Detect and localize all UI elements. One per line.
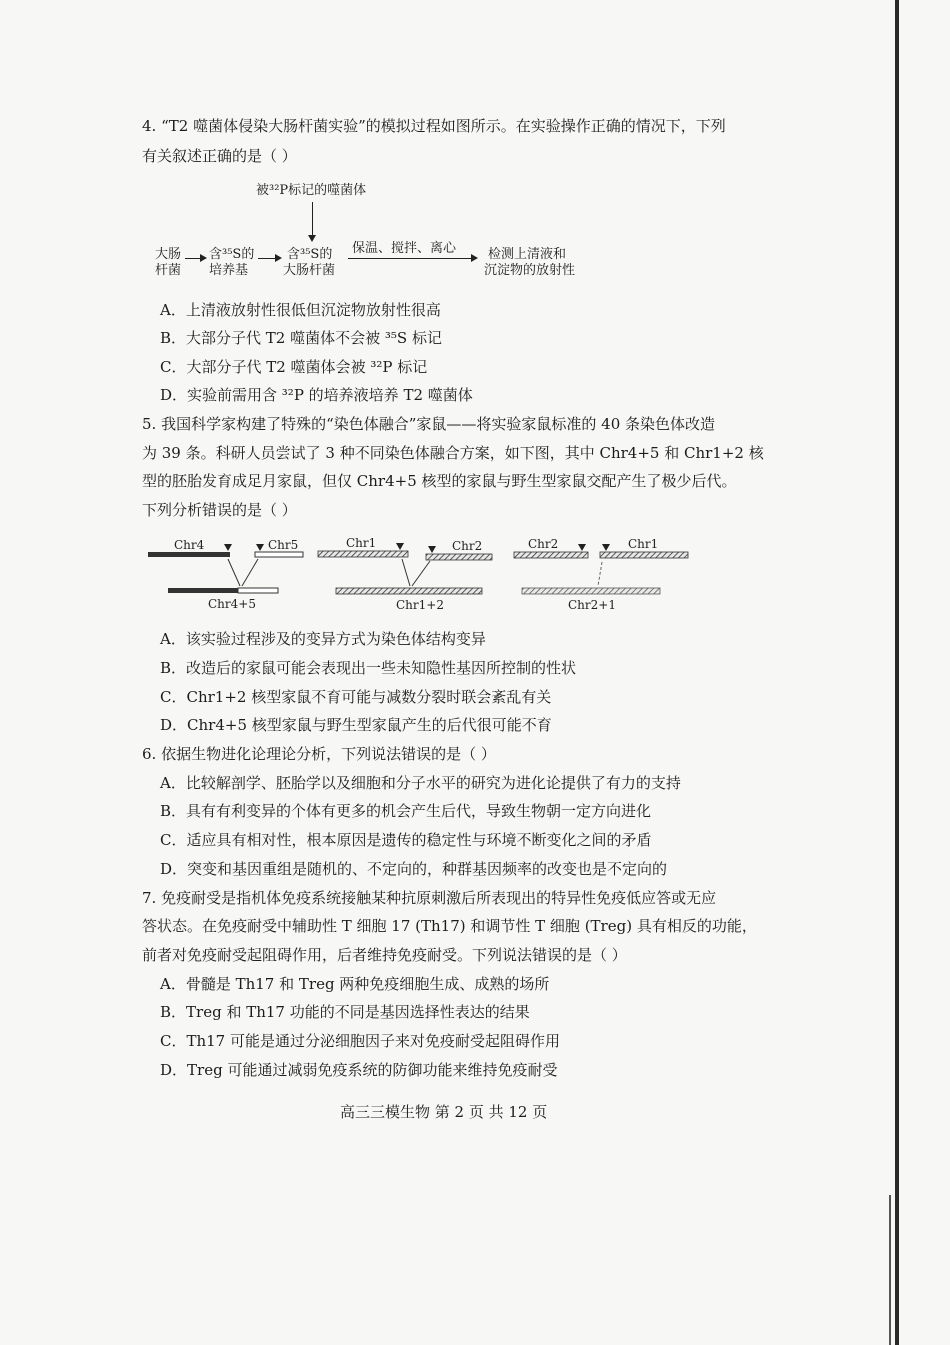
q5-stem-line3: 型的胚胎发育成足月家鼠，但仅 Chr4+5 核型的家鼠与野生型家鼠交配产生了极少后代。 [142, 472, 737, 490]
q5-stem-line1: 5. 我国科学家构建了特殊的“染色体融合”家鼠——将实验家鼠标准的 40 条染色体改造 [142, 415, 716, 433]
right-arrow-icon [258, 258, 280, 259]
g2-fused-label: Chr1+2 [396, 598, 444, 612]
q4-option-d: D．实验前需用含 ³²P 的培养液培养 T2 噬菌体 [160, 386, 473, 404]
q7-stem-line3: 前者对免疫耐受起阻碍作用，后者维持免疫耐受。下列说法错误的是（ ） [142, 946, 627, 964]
g2-right-label: Chr2 [452, 539, 483, 553]
q5-stem-line2: 为 39 条。科研人员尝试了 3 种不同染色体融合方案，如下图，其中 Chr4+5 和 Chr1+2 核 [142, 444, 764, 462]
g2-left-label: Chr1 [346, 536, 377, 550]
chr1-bar [318, 551, 408, 557]
g1-left-label: Chr4 [174, 538, 205, 552]
q4-node3-line1: 含³⁵S的 [287, 247, 333, 262]
centromere-icon [428, 546, 436, 553]
chr1-bar-g3 [600, 552, 688, 558]
q5-stem-line4: 下列分析错误的是（ ） [142, 501, 297, 519]
scan-edge-line [895, 0, 899, 1345]
centromere-icon [256, 544, 264, 551]
q4-option-a: A．上清液放射性很低但沉淀物放射性很高 [160, 301, 441, 319]
g3-left-label: Chr2 [528, 537, 559, 551]
q7-option-a: A．骨髓是 Th17 和 Treg 两种免疫细胞生成、成熟的场所 [160, 975, 550, 993]
q5-option-c: C．Chr1+2 核型家鼠不育可能与减数分裂时联会紊乱有关 [160, 688, 552, 706]
centromere-icon [578, 544, 586, 551]
q6-option-c: C．适应具有相对性，根本原因是遗传的稳定性与环境不断变化之间的矛盾 [160, 831, 652, 849]
chr1-2-fused-bar [336, 588, 482, 594]
page-footer: 高三三模生物 第 2 页 共 12 页 [340, 1103, 548, 1121]
q6-option-a: A．比较解剖学、胚胎学以及细胞和分子水平的研究为进化论提供了有力的支持 [160, 774, 681, 792]
g1-right-label: Chr5 [268, 538, 299, 552]
q7-option-c: C．Th17 可能是通过分泌细胞因子来对免疫耐受起阻碍作用 [160, 1032, 560, 1050]
q5-option-a: A．该实验过程涉及的变异方式为染色体结构变异 [160, 630, 486, 648]
centromere-icon [602, 544, 610, 551]
down-arrow-icon [312, 202, 313, 240]
right-arrow-icon [185, 258, 205, 259]
q7-option-b: B．Treg 和 Th17 功能的不同是基因选择性表达的结果 [160, 1003, 530, 1021]
chr4-5-fused-right [238, 588, 278, 593]
chr2-1-fused-bar [522, 588, 660, 594]
q5-option-d: D．Chr4+5 核型家鼠与野生型家鼠产生的后代很可能不育 [160, 716, 552, 734]
scan-edge-mark [889, 1195, 891, 1345]
q5-option-b: B．改造后的家鼠可能会表现出一些未知隐性基因所控制的性状 [160, 659, 577, 677]
q4-node3-line2: 大肠杆菌 [283, 263, 336, 278]
q6-option-d: D．突变和基因重组是随机的、不定向的，种群基因频率的改变也是不定向的 [160, 860, 668, 878]
chr4-5-fused-left [168, 588, 238, 593]
q4-option-b: B．大部分子代 T2 噬菌体不会被 ³⁵S 标记 [160, 329, 442, 347]
q4-stem-line1: 4. “T2 噬菌体侵染大肠杆菌实验”的模拟过程如图所示。在实验操作正确的情况下，下列 [142, 117, 726, 135]
chr5-bar [255, 552, 303, 557]
g3-right-label: Chr1 [628, 537, 659, 551]
chr4-bar [148, 552, 230, 557]
q7-stem-line2: 答状态。在免疫耐受中辅助性 T 细胞 17 (Th17) 和调节性 T 细胞 (Treg) 具有相反的功能， [142, 917, 757, 935]
chromosome-fusion-figure [140, 530, 700, 620]
q4-option-c: C．大部分子代 T2 噬菌体会被 ³²P 标记 [160, 358, 428, 376]
q4-node2-line1: 含³⁵S的 [209, 247, 255, 262]
q4-node4-line1: 检测上清液和 [488, 247, 567, 262]
q4-stem-line2: 有关叙述正确的是（ ） [142, 147, 297, 165]
q6-option-b: B．具有有利变异的个体有更多的机会产生后代，导致生物朝一定方向进化 [160, 802, 652, 820]
q7-option-d: D．Treg 可能通过减弱免疫系统的防御功能来维持免疫耐受 [160, 1061, 558, 1079]
centromere-icon [396, 543, 404, 550]
centromere-icon [224, 544, 232, 551]
g3-fused-label: Chr2+1 [568, 598, 616, 612]
q4-node2-line2: 培养基 [209, 263, 249, 278]
q4-node4-line2: 沉淀物的放射性 [484, 263, 576, 278]
q4-node1-line2: 杆菌 [155, 263, 182, 278]
chr2-bar-g3 [514, 552, 588, 558]
g1-fused-label: Chr4+5 [208, 597, 256, 611]
q4-arrow-label: 保温、搅拌、离心 [352, 241, 457, 256]
q6-stem: 6. 依据生物进化论理论分析，下列说法错误的是（ ） [142, 745, 496, 763]
q4-node1-line1: 大肠 [155, 247, 182, 262]
right-arrow-icon [348, 258, 476, 259]
chr2-bar [426, 554, 492, 560]
q7-stem-line1: 7. 免疫耐受是指机体免疫系统接触某种抗原刺激后所表现出的特异性免疫低应答或无应 [142, 889, 717, 907]
q4-diagram-top-label: 被³²P标记的噬菌体 [256, 183, 367, 198]
